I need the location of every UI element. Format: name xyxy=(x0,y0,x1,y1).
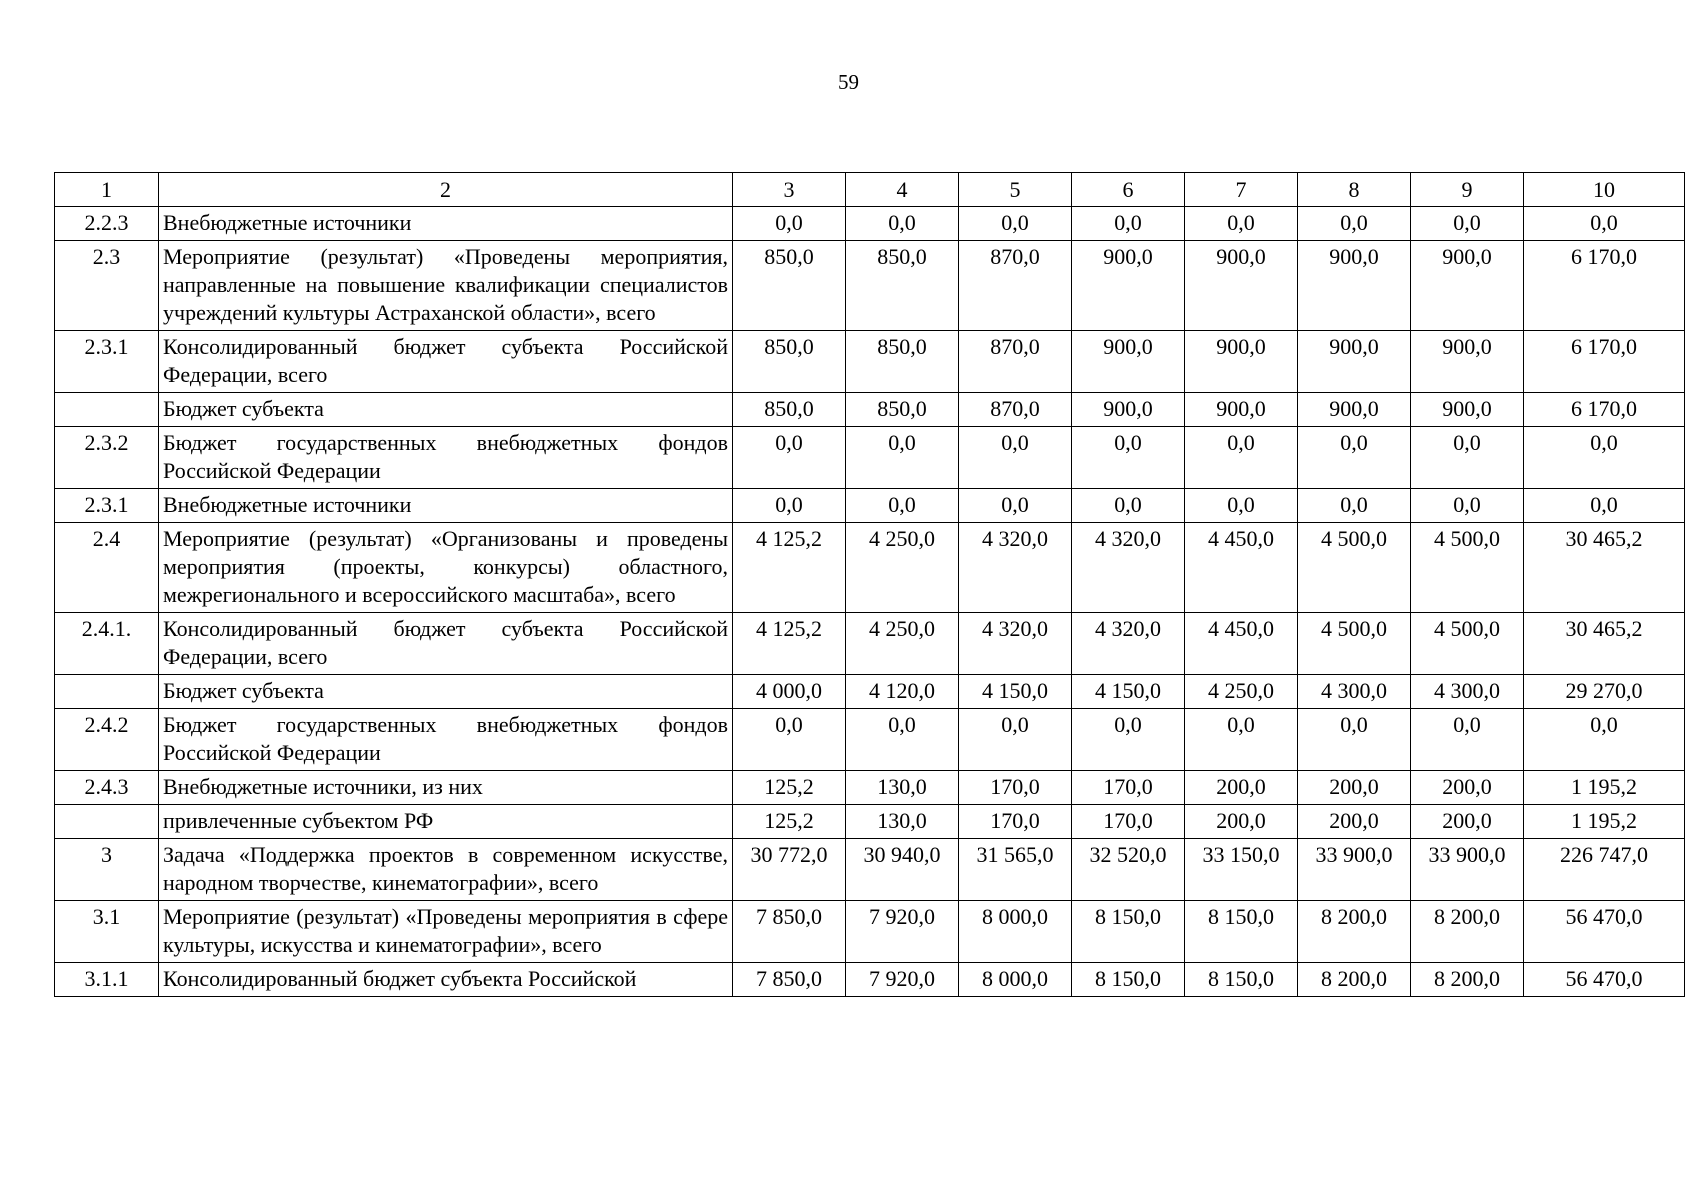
value-cell: 56 470,0 xyxy=(1524,963,1685,997)
row-description: Мероприятие (результат) «Проведены мероприятия, направленные на повышение квалификации специалистов учреждений культуры Астраханской области», всего xyxy=(159,241,733,331)
row-code: 2.4.3 xyxy=(55,771,159,805)
value-cell: 0,0 xyxy=(1185,207,1298,241)
value-cell: 30 465,2 xyxy=(1524,613,1685,675)
value-cell: 0,0 xyxy=(1185,709,1298,771)
row-code: 2.3.1 xyxy=(55,331,159,393)
table-row xyxy=(55,523,1685,613)
value-cell: 8 000,0 xyxy=(959,963,1072,997)
value-cell: 0,0 xyxy=(846,427,959,489)
value-cell: 200,0 xyxy=(1411,805,1524,839)
header-cell: 10 xyxy=(1524,173,1685,207)
value-cell: 4 250,0 xyxy=(1185,675,1298,709)
value-cell: 30 940,0 xyxy=(846,839,959,901)
value-cell: 8 150,0 xyxy=(1185,901,1298,963)
value-cell: 30 465,2 xyxy=(1524,523,1685,613)
row-code: 3.1 xyxy=(55,901,159,963)
row-code: 2.3 xyxy=(55,241,159,331)
row-description: Бюджет государственных внебюджетных фондов Российской Федерации xyxy=(159,427,733,489)
table-header xyxy=(55,173,1685,207)
value-cell: 200,0 xyxy=(1411,771,1524,805)
value-cell: 0,0 xyxy=(1298,489,1411,523)
value-cell: 29 270,0 xyxy=(1524,675,1685,709)
value-cell: 1 195,2 xyxy=(1524,805,1685,839)
row-code: 2.2.3 xyxy=(55,207,159,241)
value-cell: 200,0 xyxy=(1185,771,1298,805)
value-cell: 7 850,0 xyxy=(733,901,846,963)
row-code: 2.3.1 xyxy=(55,489,159,523)
row-description: Бюджет субъекта xyxy=(159,393,733,427)
value-cell: 0,0 xyxy=(846,207,959,241)
row-code: 2.4.2 xyxy=(55,709,159,771)
value-cell: 870,0 xyxy=(959,393,1072,427)
value-cell: 6 170,0 xyxy=(1524,241,1685,331)
value-cell: 4 250,0 xyxy=(846,613,959,675)
row-description: привлеченные субъектом РФ xyxy=(159,805,733,839)
value-cell: 125,2 xyxy=(733,805,846,839)
value-cell: 8 150,0 xyxy=(1072,901,1185,963)
value-cell: 200,0 xyxy=(1298,771,1411,805)
value-cell: 870,0 xyxy=(959,331,1072,393)
value-cell: 0,0 xyxy=(1298,709,1411,771)
value-cell: 0,0 xyxy=(733,427,846,489)
header-cell: 5 xyxy=(959,173,1072,207)
value-cell: 32 520,0 xyxy=(1072,839,1185,901)
value-cell: 125,2 xyxy=(733,771,846,805)
row-code: 3 xyxy=(55,839,159,901)
value-cell: 4 125,2 xyxy=(733,613,846,675)
value-cell: 0,0 xyxy=(959,489,1072,523)
value-cell: 7 850,0 xyxy=(733,963,846,997)
value-cell: 56 470,0 xyxy=(1524,901,1685,963)
value-cell: 900,0 xyxy=(1411,241,1524,331)
value-cell: 7 920,0 xyxy=(846,901,959,963)
value-cell: 1 195,2 xyxy=(1524,771,1685,805)
value-cell: 850,0 xyxy=(846,241,959,331)
value-cell: 0,0 xyxy=(1072,489,1185,523)
header-cell: 8 xyxy=(1298,173,1411,207)
value-cell: 4 500,0 xyxy=(1298,523,1411,613)
row-description: Консолидированный бюджет субъекта Российской Федерации, всего xyxy=(159,613,733,675)
value-cell: 200,0 xyxy=(1298,805,1411,839)
header-cell: 2 xyxy=(159,173,733,207)
value-cell: 170,0 xyxy=(1072,771,1185,805)
table-row xyxy=(55,901,1685,963)
value-cell: 130,0 xyxy=(846,805,959,839)
table-body xyxy=(55,207,1685,997)
value-cell: 4 320,0 xyxy=(959,613,1072,675)
value-cell: 0,0 xyxy=(1298,207,1411,241)
value-cell: 0,0 xyxy=(959,709,1072,771)
value-cell: 0,0 xyxy=(959,207,1072,241)
value-cell: 4 450,0 xyxy=(1185,613,1298,675)
value-cell: 850,0 xyxy=(733,241,846,331)
table-row xyxy=(55,709,1685,771)
value-cell: 4 150,0 xyxy=(1072,675,1185,709)
table-row xyxy=(55,963,1685,997)
table-row xyxy=(55,839,1685,901)
value-cell: 900,0 xyxy=(1072,241,1185,331)
value-cell: 8 150,0 xyxy=(1185,963,1298,997)
value-cell: 4 000,0 xyxy=(733,675,846,709)
value-cell: 900,0 xyxy=(1411,331,1524,393)
table-row xyxy=(55,613,1685,675)
value-cell: 0,0 xyxy=(1411,427,1524,489)
value-cell: 900,0 xyxy=(1185,331,1298,393)
value-cell: 900,0 xyxy=(1298,393,1411,427)
row-description: Задача «Поддержка проектов в современном искусстве, народном творчестве, кинематографии», всего xyxy=(159,839,733,901)
row-description: Мероприятие (результат) «Проведены мероприятия в сфере культуры, искусства и кинематографии», всего xyxy=(159,901,733,963)
value-cell: 0,0 xyxy=(1411,489,1524,523)
value-cell: 850,0 xyxy=(846,331,959,393)
header-cell: 3 xyxy=(733,173,846,207)
value-cell: 4 300,0 xyxy=(1298,675,1411,709)
header-cell: 4 xyxy=(846,173,959,207)
row-code: 2.4 xyxy=(55,523,159,613)
value-cell: 0,0 xyxy=(1298,427,1411,489)
row-code xyxy=(55,393,159,427)
value-cell: 900,0 xyxy=(1072,393,1185,427)
value-cell: 170,0 xyxy=(1072,805,1185,839)
value-cell: 850,0 xyxy=(733,393,846,427)
value-cell: 4 150,0 xyxy=(959,675,1072,709)
row-description: Консолидированный бюджет субъекта Российской Федерации, всего xyxy=(159,331,733,393)
value-cell: 0,0 xyxy=(1072,427,1185,489)
value-cell: 170,0 xyxy=(959,805,1072,839)
value-cell: 0,0 xyxy=(1524,489,1685,523)
value-cell: 4 120,0 xyxy=(846,675,959,709)
value-cell: 226 747,0 xyxy=(1524,839,1685,901)
table-row xyxy=(55,427,1685,489)
value-cell: 900,0 xyxy=(1072,331,1185,393)
value-cell: 4 320,0 xyxy=(1072,613,1185,675)
header-cell: 9 xyxy=(1411,173,1524,207)
value-cell: 850,0 xyxy=(846,393,959,427)
value-cell: 0,0 xyxy=(1411,207,1524,241)
value-cell: 0,0 xyxy=(1185,427,1298,489)
row-code xyxy=(55,805,159,839)
value-cell: 8 150,0 xyxy=(1072,963,1185,997)
value-cell: 4 300,0 xyxy=(1411,675,1524,709)
budget-table xyxy=(54,172,1685,997)
value-cell: 6 170,0 xyxy=(1524,393,1685,427)
row-code: 2.3.2 xyxy=(55,427,159,489)
row-code: 2.4.1. xyxy=(55,613,159,675)
value-cell: 130,0 xyxy=(846,771,959,805)
value-cell: 33 900,0 xyxy=(1298,839,1411,901)
value-cell: 0,0 xyxy=(846,709,959,771)
value-cell: 0,0 xyxy=(846,489,959,523)
value-cell: 4 250,0 xyxy=(846,523,959,613)
table-row xyxy=(55,489,1685,523)
value-cell: 30 772,0 xyxy=(733,839,846,901)
row-code xyxy=(55,675,159,709)
value-cell: 4 500,0 xyxy=(1411,613,1524,675)
value-cell: 6 170,0 xyxy=(1524,331,1685,393)
value-cell: 4 320,0 xyxy=(959,523,1072,613)
value-cell: 0,0 xyxy=(733,709,846,771)
row-description: Консолидированный бюджет субъекта Российской xyxy=(159,963,733,997)
value-cell: 870,0 xyxy=(959,241,1072,331)
row-description: Внебюджетные источники xyxy=(159,207,733,241)
header-cell: 7 xyxy=(1185,173,1298,207)
table-row xyxy=(55,805,1685,839)
value-cell: 0,0 xyxy=(959,427,1072,489)
value-cell: 900,0 xyxy=(1185,393,1298,427)
row-code: 3.1.1 xyxy=(55,963,159,997)
value-cell: 900,0 xyxy=(1411,393,1524,427)
header-cell: 1 xyxy=(55,173,159,207)
row-description: Бюджет государственных внебюджетных фондов Российской Федерации xyxy=(159,709,733,771)
value-cell: 900,0 xyxy=(1298,241,1411,331)
value-cell: 4 500,0 xyxy=(1298,613,1411,675)
table-row xyxy=(55,771,1685,805)
value-cell: 8 200,0 xyxy=(1298,963,1411,997)
value-cell: 170,0 xyxy=(959,771,1072,805)
value-cell: 0,0 xyxy=(1072,709,1185,771)
table-row xyxy=(55,241,1685,331)
value-cell: 0,0 xyxy=(733,207,846,241)
value-cell: 33 150,0 xyxy=(1185,839,1298,901)
value-cell: 900,0 xyxy=(1298,331,1411,393)
value-cell: 7 920,0 xyxy=(846,963,959,997)
value-cell: 8 200,0 xyxy=(1411,901,1524,963)
value-cell: 4 125,2 xyxy=(733,523,846,613)
value-cell: 0,0 xyxy=(1524,207,1685,241)
row-description: Внебюджетные источники, из них xyxy=(159,771,733,805)
table-row xyxy=(55,331,1685,393)
row-description: Внебюджетные источники xyxy=(159,489,733,523)
value-cell: 0,0 xyxy=(1411,709,1524,771)
value-cell: 0,0 xyxy=(1072,207,1185,241)
value-cell: 200,0 xyxy=(1185,805,1298,839)
value-cell: 4 500,0 xyxy=(1411,523,1524,613)
value-cell: 8 200,0 xyxy=(1411,963,1524,997)
value-cell: 31 565,0 xyxy=(959,839,1072,901)
value-cell: 8 200,0 xyxy=(1298,901,1411,963)
value-cell: 850,0 xyxy=(733,331,846,393)
value-cell: 0,0 xyxy=(1524,427,1685,489)
value-cell: 33 900,0 xyxy=(1411,839,1524,901)
header-cell: 6 xyxy=(1072,173,1185,207)
table-row xyxy=(55,207,1685,241)
value-cell: 900,0 xyxy=(1185,241,1298,331)
value-cell: 4 450,0 xyxy=(1185,523,1298,613)
row-description: Мероприятие (результат) «Организованы и проведены мероприятия (проекты, конкурсы) областного, межрегионального и всероссийского масштаба», всего xyxy=(159,523,733,613)
value-cell: 8 000,0 xyxy=(959,901,1072,963)
table-row xyxy=(55,393,1685,427)
value-cell: 0,0 xyxy=(1524,709,1685,771)
table-row xyxy=(55,675,1685,709)
page-number: 59 xyxy=(838,70,859,94)
header-row xyxy=(55,173,1685,207)
value-cell: 0,0 xyxy=(733,489,846,523)
row-description: Бюджет субъекта xyxy=(159,675,733,709)
value-cell: 0,0 xyxy=(1185,489,1298,523)
value-cell: 4 320,0 xyxy=(1072,523,1185,613)
